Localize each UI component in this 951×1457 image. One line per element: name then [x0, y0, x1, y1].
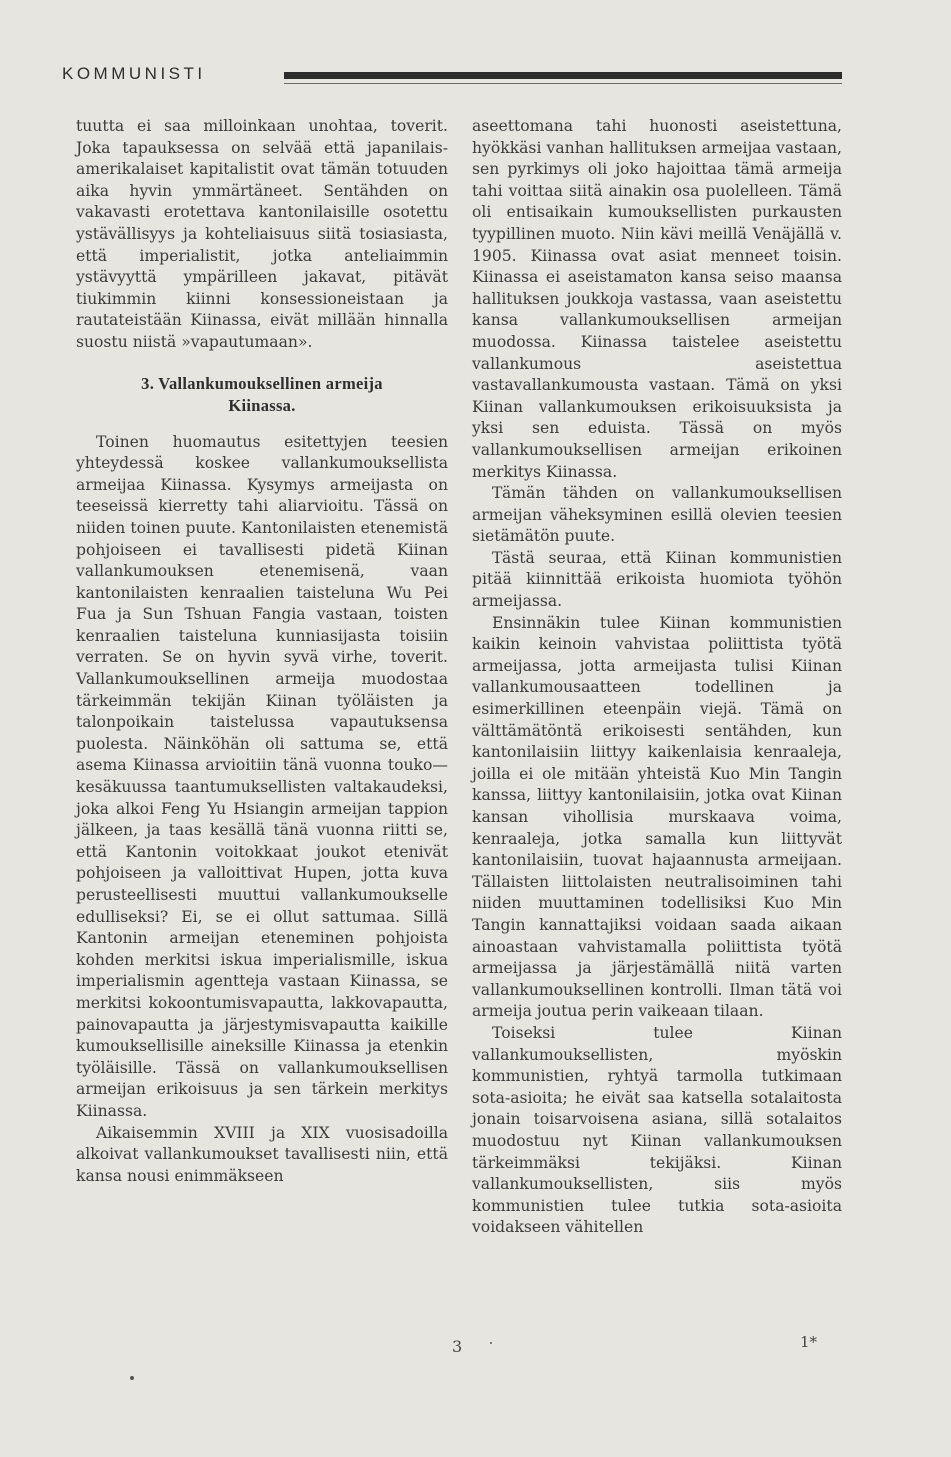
- paragraph: Tästä seuraa, että Kiinan kommunistien pitää kiinnittää erikoista huomiota työhön armeijassa.: [472, 548, 842, 611]
- paragraph: Ensinnäkin tulee Kiinan kommunistien kaikin keinoin vahvistaa poliittista työtä armeijassa, jotta armeijasta tulisi Kiinan vallankumousaatteen todellinen ja esimerkillinen eteenpäin viejä. Tämä on välttämätöntä erikoisesti sentähden, kun kantonilaisiin liittyy kaikenlaisia kenraaleja, joilla ei ole mitään yhteistä Kuo Min Tangin kanssa, liittyy kantonilaisiin, jotka ovat Kiinan kansan vihollisia murskaava voima, kenraaleja, jotka samalla kun liittyvät kantonilaisiin, tuovat hajaannusta armeijaan. Tällaisten liittolaisten neutralisoiminen tahi niiden muuttaminen todellisiksi Kuo Min Tangin kannattajiksi voidaan saada aikaan ainoastaan vahvistamalla poliittista työtä armeijassa ja järjestämällä niitä varten vallankumouksellinen kontrolli. Ilman tätä voi armeija joutua perin vaikeaan tilaan.: [472, 613, 842, 1021]
- paragraph: Toinen huomautus esitettyjen teesien yhteydessä koskee vallankumouksellista armeijaa Kiinassa. Kysymys armeijasta on teeseissä kierretty tahi aliarvioitu. Tässä on niiden toinen puute. Kantonilaisten etenemistä pohjoiseen ei tavallisesti pidetä Kiinan vallankumouksen etenemisenä, vaan kantonilaisten kenraalien taisteluna Wu Pei Fua ja Sun Tshuan Fangia vastaan, toisten kenraalien taisteluna kunniasijasta toisiin verraten. Se on hyvin syvä virhe, toverit. Vallankumouksellinen armeija muodostaa tärkeimmän tekijän Kiinan työläisten ja talonpoikain taistelussa vapautuksensa puolesta. Näinköhän oli sattuma se, että asema Kiinassa arvioitiin tänä vuonna touko—kesäkuussa taantumuksellisten valtakaudeksi, joka alkoi Feng Yu Hsiangin armeijan tappion jälkeen, ja taas kesällä tänä vuonna riitti se, että Kantonin voitokkaat joukot etenivät pohjoiseen ja valloittivat Hupen, jotta kuva perusteellisesti muuttui vallankumoukselle edulliseksi? Ei, se ei ollut sattumaa. Sillä Kantonin armeijan eteneminen pohjoista kohden merkitsi iskua imperialismille, iskua imperialismin agentteja vastaan Kiinassa, se merkitsi kokoontumisvapautta, lakkovapautta, painovapautta ja järjestymisvapautta kaikille kumouksellisille aineksille Kiinassa ja etenkin työläisille. Tässä on vallankumouksellisen armeijan erikoisuus ja sen tärkein merkitys Kiinassa.: [76, 432, 448, 1120]
- running-header: [62, 62, 842, 92]
- paragraph: Toiseksi tulee Kiinan vallankumouksellisten, myöskin kommunistien, ryhtyä tarmolla tutkimaan sota-asioita; he eivät saa katsella sotalaitosta jonain toisarvoisena asiana, sillä sotalaitos muodostuu nyt Kiinan vallankumouksen tärkeimmäksi tekijäksi. Kiinan vallankumouksellisten, siis myös kommunistien tulee tutkia sota-asioita voidakseen vähitellen: [472, 1023, 842, 1237]
- right-column: [472, 116, 842, 1239]
- header-rule-thin: [284, 83, 842, 84]
- journal-title: KOMMUNISTI: [62, 64, 206, 83]
- header-rule-thick: [284, 72, 842, 79]
- page-number: 3: [452, 1337, 463, 1356]
- paragraph: aseettomana tahi huonosti aseistettuna, hyökkäsi vanhan hallituksen armeijaa vastaan, sen pyrkimys oli joko hajoittaa tämä armeija tahi voittaa siitä ainakin osa puolelleen. Tämä oli entisaikain kumouksellisten purkausten tyypillinen muoto. Niin kävi meillä Venäjällä v. 1905. Kiinassa ovat asiat menneet toisin. Kiinassa ei aseistamaton kansa seiso maansa hallituksen joukkoja vastassa, vaan aseistettu kansa vallankumouksellisen armeijan muodossa. Kiinassa taistelee aseistettu vallankumous aseistettua vastavallankumousta vastaan. Tämä on yksi Kiinan vallankumouksen erikoisuuksista ja yksi sen eduista. Tässä on myös vallankumouksellisen armeijan erikoinen merkitys Kiinassa.: [472, 117, 842, 481]
- paragraph: Aikaisemmin XVIII ja XIX vuosisadoilla alkoivat vallankumoukset tavallisesti niin, että kansa nousi enimmäkseen: [76, 1123, 448, 1185]
- paragraph: tuutta ei saa milloinkaan unohtaa, toverit. Joka tapauksessa on selvää että japanilais-amerikalaiset kapitalistit ovat tämän totuuden aika hyvin ymmärtäneet. Sentähden on vakavasti erotettava kantonilaisille osotettu ystävällisyys ja kohteliaisuus siitä tosiasiasta, että imperialistit, jotka anteliaimmin ystävyyttä ympärilleen jakavat, pitävät tiukimmin kiinni konsessioneistaan ja rautateistään Kiinassa, eivät millään hinnalla suostu niistä »vapautumaan».: [76, 117, 448, 351]
- section-heading-line: Kiinassa.: [228, 395, 296, 415]
- section-heading: [76, 373, 448, 417]
- signature-mark: 1*: [800, 1333, 818, 1351]
- print-speck: [130, 1376, 134, 1380]
- print-speck: [490, 1342, 492, 1344]
- left-column: [76, 116, 448, 1187]
- paragraph: Tämän tähden on vallankumouksellisen armeijan väheksyminen esillä olevien teesien sietämätön puute.: [472, 484, 842, 546]
- section-heading-line: 3. Vallankumouksellinen armeija: [141, 373, 383, 393]
